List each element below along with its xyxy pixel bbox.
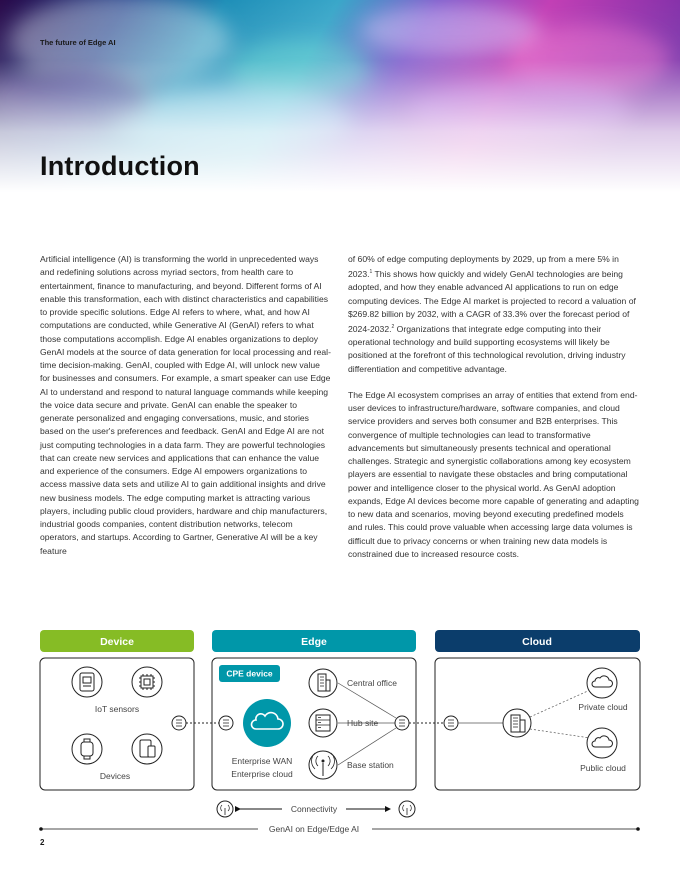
smartwatch-icon (72, 734, 102, 764)
hero-gradient-art (0, 0, 680, 240)
central-office-building-icon (309, 669, 337, 697)
body-column-left (40, 253, 332, 571)
footnote-ref-2[interactable]: 2 (391, 324, 395, 331)
hub-server-icon (309, 709, 337, 737)
datacenter-building-icon (503, 709, 531, 737)
body-paragraph-left: Artificial intelligence (AI) is transforming the world in unprecedented ways and redefining solutions across myriad sectors, from health care to entertainment, finance to manufacturing, and beyond. Different forms of AI enable this transformation, each with distinct characteristics and capabilities to provide specific solutions. Edge AI refers to where, what, and how AI computations are conducted, while Generative AI (GenAI) refers to what those computations accomplish. Edge AI enables organizations to deploy GenAI models at the source of data generation for local processing and real-time decision-making. GenAI, coupled with Edge AI, will unlock new value for businesses and consumers. For example, a smart speaker can use Edge AI to understand and respond to natural language commands while keeping the voice data secure and private. GenAI can enable the speaker to generate personalized and engaging conversations, music, and stories based on the user's preferences and feedback. GenAI and Edge AI are not just computing technologies in a data farm. They are powerful technologies that can create new services and applications that can enhance the value and experience of the consumers. Edge AI empowers organizations to access massive data sets and utilize AI to gain additional insights and drive new business models. The edge computing market is attracting various players, including public cloud providers, hardware and chip manufacturers, industrial goods companies, content distribution networks, telecom operators, and startups. According to Gartner, Generative AI will be a key feature (40, 254, 331, 556)
server-node-icon (172, 716, 186, 730)
server-node-icon (444, 716, 458, 730)
document-label: The future of Edge AI (40, 38, 116, 47)
paragraph-text: Organizations that integrate edge computing into their operational technology and build supporting ecosystems will likely be positioned at the forefront of this technological revolution, driving industry differentiation and competitive advantage. (348, 323, 626, 374)
span-label: GenAI on Edge/Edge AI (268, 824, 360, 834)
body-paragraph-right-2: The Edge AI ecosystem comprises an array of entities that extend from end-user devices to infrastructure/hardware, software companies, and cloud service providers and serves both consumer and B2B enterprises. This convergence of multiple technologies can lead to transformative advancements but simultaneously presents technical and operational challenges. Strategic and synergistic collaborations among key ecosystem players are essential to navigate these obstacles and bring computational power and intelligence closer to the physical world. As GenAI adoption expands, Edge AI devices become more capable of generating and adapting to new data and scenarios, moving beyond executing predefined models and rules. This could prove valuable when accessing large data volumes is difficult due to privacy concerns or when training new data models is constrained due to increased resource costs. (348, 389, 639, 559)
tablet-phone-icon (132, 734, 162, 764)
base-station-tower-icon (309, 751, 337, 779)
enterprise-cloud-label: Enterprise cloud (231, 769, 293, 779)
span-endpoint (636, 827, 640, 831)
public-cloud-label: Public cloud (580, 763, 626, 773)
edge-header-label: Edge (301, 636, 327, 648)
antenna-icon (217, 801, 233, 817)
paragraph-text: This shows how quickly and widely GenAI technologies are being adopted, and how they enable advanced AI applications to run on edge computing devices. The Edge AI market is projected to record a valuation of $269.82 billion by 2032, with a CAGR of 33.3% over the forecast period of 2024-2032. (348, 269, 636, 334)
footnote-ref-1[interactable]: 1 (369, 269, 373, 276)
paragraph-text: of 60% of edge computing deployments by 2029, up from a mere 5% in 2023. (348, 254, 619, 280)
iot-sensor-icon (72, 667, 102, 697)
page-title: Introduction (40, 151, 200, 181)
connectivity-label: Connectivity (290, 804, 338, 814)
server-node-icon (219, 716, 233, 730)
base-station-label: Base station (347, 760, 394, 770)
central-office-label: Central office (347, 678, 397, 688)
edge-ai-ecosystem-diagram (0, 625, 680, 845)
span-endpoint (39, 827, 43, 831)
device-header-label: Device (100, 636, 134, 648)
cloud-header-label: Cloud (522, 636, 552, 648)
page-number: 2 (40, 838, 45, 847)
enterprise-wan-label: Enterprise WAN (231, 756, 293, 766)
link-line (338, 683, 396, 718)
private-cloud-icon (587, 668, 617, 698)
dashed-link (530, 729, 590, 738)
public-cloud-icon (587, 728, 617, 758)
antenna-icon (399, 801, 415, 817)
devices-label: Devices (99, 771, 131, 781)
hero-banner (0, 0, 680, 240)
cpe-device-label: CPE device (226, 668, 273, 679)
enterprise-cloud-icon (243, 699, 291, 747)
iot-sensors-label: IoT sensors (94, 704, 140, 714)
body-column-right (348, 253, 640, 574)
chip-icon (132, 667, 162, 697)
body-paragraph-right-1 (348, 253, 640, 376)
hub-site-label: Hub site (347, 718, 379, 728)
server-node-icon (395, 716, 409, 730)
private-cloud-label: Private cloud (578, 702, 628, 712)
